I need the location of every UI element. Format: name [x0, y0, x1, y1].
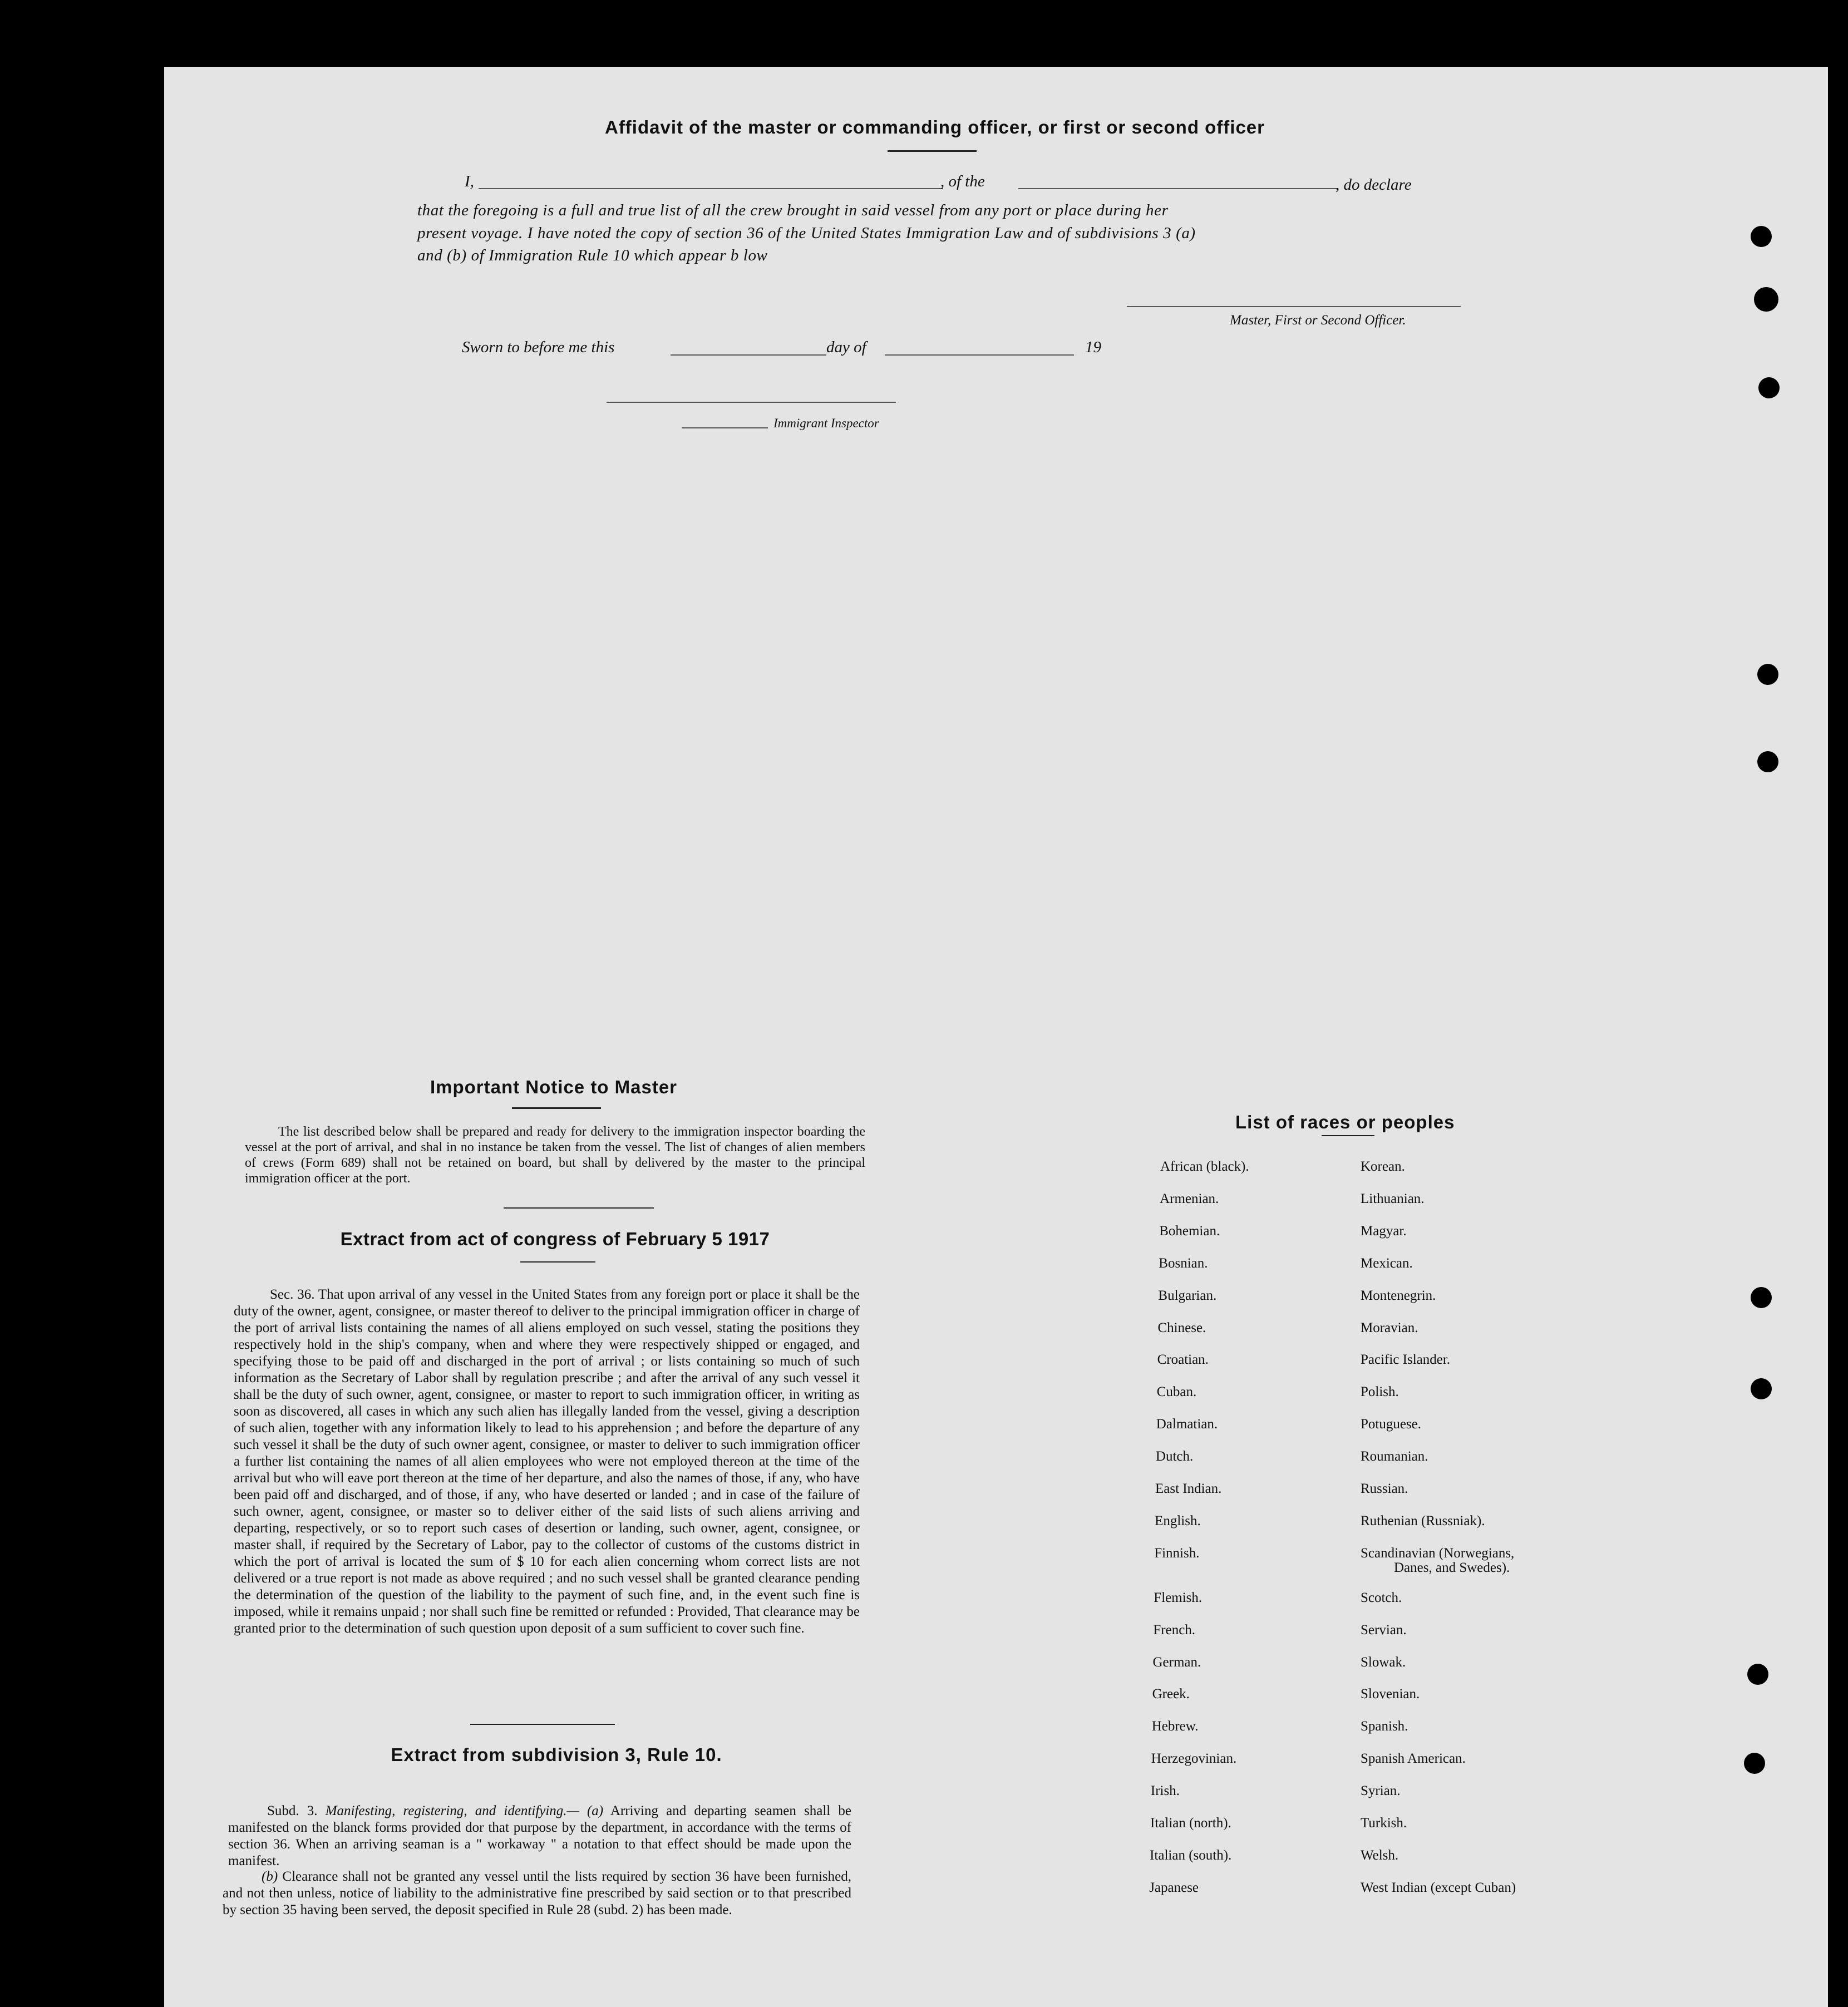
punch-hole — [1751, 226, 1772, 247]
sworn-date-blank — [671, 354, 826, 356]
race-item-right: Korean. — [1361, 1159, 1405, 1174]
affidavit-line4: and (b) of Immigration Rule 10 which appear b low — [417, 246, 768, 264]
race-item-right: Roumanian. — [1361, 1449, 1428, 1464]
race-item-left: Hebrew. — [1151, 1719, 1199, 1734]
races-title: List of races or peoples — [1235, 1112, 1455, 1132]
name-blank — [479, 188, 943, 189]
race-item-left: Japanese — [1149, 1880, 1199, 1895]
race-item-right: Moravian. — [1361, 1320, 1418, 1335]
act-extract-title: Extract from act of congress of February 5 1917 — [340, 1229, 770, 1249]
inspector-signature-line — [607, 402, 896, 403]
notice-title: Important Notice to Master — [430, 1077, 678, 1097]
affidavit-title-rule — [888, 150, 977, 152]
race-item-left: Flemish. — [1154, 1590, 1203, 1605]
race-item-left: Irish. — [1150, 1783, 1180, 1799]
race-item-left: French. — [1153, 1622, 1196, 1638]
affidavit-line1-declare: , do declare — [1336, 176, 1412, 194]
race-item-left: Dalmatian. — [1156, 1417, 1218, 1432]
race-item-right: Potuguese. — [1361, 1417, 1422, 1432]
race-item-left: English. — [1155, 1513, 1201, 1528]
race-item-left: Croatian. — [1157, 1352, 1209, 1368]
subd-a-text: Arriving and departing seamen shall be manifested on the blanck forms provided dor that purpose by the department, in accordance with the terms of section 36. When an arriving seaman is a " workaway " a notation to that effect should be made upon the manifest. — [228, 1803, 852, 1868]
sworn-text: Sworn to before me this — [462, 338, 615, 356]
master-signature-line — [1127, 306, 1461, 307]
race-item-left: Armenian. — [1160, 1191, 1219, 1206]
year-text: 19 — [1085, 338, 1101, 356]
race-item-left: Chinese. — [1157, 1320, 1206, 1335]
punch-hole — [1751, 1287, 1772, 1308]
act-extract-text: Sec. 36. That upon arrival of any vessel in the United States from any foreign port or place it shall be the duty of the owner, agent, consignee, or master thereof to deliver to the principal immigration officer in charge of the port of arrival lists containing the names of all aliens employed on such vessel, stating the positions they respectively hold in the ship's company, when and where they were respectively shipped or engaged, and specifying those to be paid off and discharged in the port of arrival ; or lists containing so much of such information as the Secretary of Labor shall by regulation prescribe ; and after the arrival of any such vessel it shall be the duty of such owner, agent, consignee, or master to report to such immigration officer, in writing as soon as discovered, all cases in which any such alien has illegally landed from the vessel, giving a description of such alien, together with any information likely to lead to his apprehension ; and before the departure of any such vessel it shall be the duty of such owner agent, consignee, or master to deliver to such immigration officer a further list containing the names of all alien employees who were not employed thereon at the time of the arrival but who will eave port thereon at the time of her departure, and also the names of those, if any, who have been paid off and discharged, and of those, if any, who have deserted or landed ; and in case of the failure of such owner, agent, consignee, or master so to deliver either of the said lists of such aliens arriving and departing, respectively, or so to report such cases of desertion or landing, such owner, agent, consignee, or master shall, if required by the Secretary of Labor, pay to the collector of customs of the customs district in which the port of arrival is located the sum of $ 10 for each alien concerning whom correct lists are not delivered or a true report is not made as above required ; and no such vessel shall be granted clearance pending the determination of the question of the liability to the payment of such fine, and, in the event such fine is imposed, while it remains unpaid ; nor shall such fine be remitted or refunded : Provided, That clearance may be granted prior to the determination of such question upon deposit of a sum sufficient to cover such fine. — [234, 1287, 860, 1636]
punch-hole — [1754, 287, 1778, 312]
subd-b-lead: (b) — [262, 1869, 278, 1884]
affidavit-line2: that the foregoing is a full and true list of all the crew brought in said vessel from any port or place during her — [417, 201, 1169, 219]
punch-hole — [1757, 751, 1778, 772]
subd-b-paragraph — [223, 1868, 851, 1919]
race-item-right: Turkish. — [1361, 1816, 1407, 1831]
affidavit-line1-i: I, — [465, 172, 474, 190]
rule-extract-title: Extract from subdivision 3, Rule 10. — [391, 1744, 722, 1765]
race-item-left: Bosnian. — [1159, 1255, 1208, 1271]
race-item-left: Finnish. — [1154, 1545, 1200, 1561]
race-item-right: Lithuanian. — [1361, 1191, 1425, 1206]
affidavit-title: Affidavit of the master or commanding officer, or first or second officer — [604, 117, 1265, 137]
inspector-signature-line-2 — [682, 427, 768, 428]
subd-a-lead: Subd. 3. — [267, 1803, 318, 1818]
race-item-left: East Indian. — [1155, 1481, 1222, 1496]
race-item-right: Magyar. — [1361, 1223, 1407, 1239]
inspector-label: Immigrant Inspector — [773, 416, 879, 430]
race-item-left: German. — [1152, 1654, 1201, 1670]
race-item-right: Welsh. — [1361, 1847, 1399, 1863]
race-item-left: Herzegovinian. — [1151, 1751, 1237, 1767]
vessel-blank — [1018, 188, 1338, 189]
race-item-left: Bulgarian. — [1158, 1288, 1217, 1303]
race-item-continuation: Danes, and Swedes). — [1394, 1560, 1510, 1575]
race-item-right: Slowak. — [1361, 1654, 1406, 1670]
document-page — [164, 67, 1828, 2007]
affidavit-line1-of: , of the — [940, 172, 985, 190]
notice-text: The list described below shall be prepared and ready for delivery to the immigration inspector boarding the vessel at the port of arrival, and shal in no instance be taken from the vessel. The list of changes of alien members of crews (Form 689) shall not be retained on board, but shall by delivered by the master to the principal immigration officer at the port. — [245, 1125, 865, 1186]
race-item-left: Italian (south). — [1150, 1847, 1232, 1863]
race-item-right: Montenegrin. — [1361, 1288, 1436, 1303]
race-item-right: Mexican. — [1361, 1255, 1413, 1271]
punch-hole — [1747, 1664, 1768, 1685]
race-item-left: Greek. — [1152, 1687, 1190, 1702]
race-item-right: Slovenian. — [1361, 1687, 1420, 1702]
race-item-right: Scandinavian (Norwegians, — [1361, 1545, 1515, 1561]
race-item-left: Italian (north). — [1150, 1816, 1231, 1831]
race-item-right: Ruthenian (Russniak). — [1361, 1513, 1485, 1528]
punch-hole — [1757, 664, 1778, 685]
master-signature-label: Master, First or Second Officer. — [1230, 313, 1406, 328]
race-item-right: Russian. — [1361, 1481, 1408, 1496]
races-title-underline — [1322, 1135, 1374, 1136]
month-blank — [885, 354, 1074, 356]
subd-a-italic: Manifesting, registering, and identifying.— (a) — [325, 1803, 604, 1818]
affidavit-line3: present voyage. I have noted the copy of section 36 of the United States Immigration Law and of subdivisions 3 (a) — [417, 224, 1196, 242]
race-item-right: Pacific Islander. — [1361, 1352, 1451, 1368]
punch-hole — [1744, 1753, 1765, 1774]
race-item-right: Polish. — [1361, 1384, 1399, 1400]
punch-hole — [1758, 377, 1780, 398]
race-item-right: Spanish American. — [1361, 1751, 1466, 1767]
race-item-right: Scotch. — [1361, 1590, 1402, 1605]
race-item-right: Syrian. — [1361, 1783, 1401, 1799]
race-item-right: Spanish. — [1361, 1719, 1408, 1734]
race-item-left: Dutch. — [1155, 1449, 1194, 1464]
notice-divider — [504, 1207, 654, 1209]
act-extract-rule — [520, 1261, 595, 1263]
day-of-text: day of — [826, 338, 866, 356]
punch-hole — [1751, 1378, 1772, 1399]
race-item-left: Cuban. — [1156, 1384, 1197, 1400]
race-item-right: Servian. — [1361, 1622, 1407, 1638]
subd-b-text: Clearance shall not be granted any vessel until the lists required by section 36 have been furnished, and not then unless, notice of liability to the administrative fine prescribed by said section or to that prescribed by section 35 having been served, the deposit specified in Rule 28 (subd. 2) has been made. — [223, 1869, 851, 1917]
act-extract-divider — [470, 1724, 615, 1725]
notice-title-rule — [512, 1107, 601, 1109]
race-item-left: Bohemian. — [1159, 1223, 1220, 1239]
race-item-right: West Indian (except Cuban) — [1361, 1880, 1516, 1895]
race-item-left: African (black). — [1160, 1159, 1249, 1174]
subd-a-paragraph — [228, 1803, 851, 1870]
